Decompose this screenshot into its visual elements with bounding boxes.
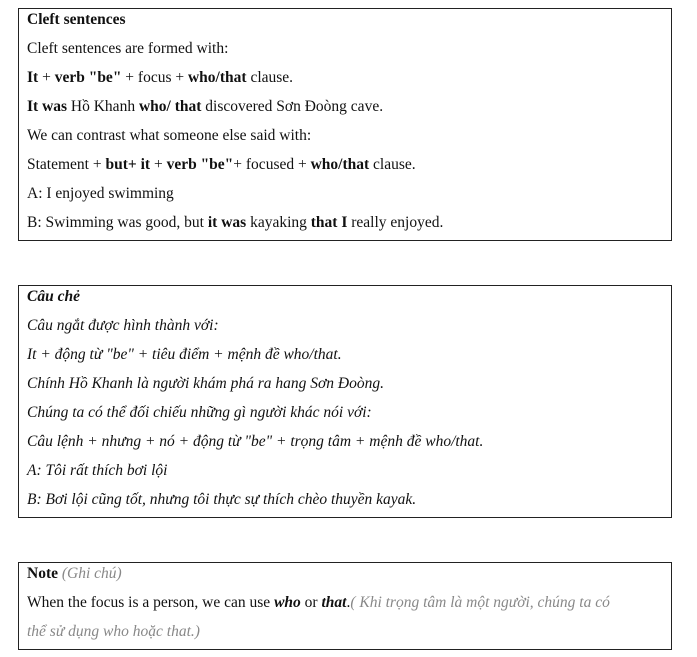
text-span: who/ that — [138, 98, 202, 115]
text-line: Cleft sentences are formed with: — [27, 40, 229, 57]
text-span: B: Swimming was good, but — [27, 214, 208, 231]
text-span: or — [300, 594, 322, 611]
text-span: discovered Sơn Đoòng cave. — [201, 98, 384, 115]
text-span: but+ it — [105, 156, 151, 173]
text-span: it was — [207, 214, 247, 231]
text-span: + focused + — [233, 156, 311, 173]
example-line — [27, 97, 663, 117]
text-span: When the focus is a person, we can use — [27, 594, 275, 611]
text-span: ( Khi trọng tâm là một người, chúng ta có — [350, 594, 610, 611]
example-line — [27, 213, 663, 233]
text-line: We can contrast what someone else said with: — [27, 127, 312, 144]
text-span: clause. — [369, 156, 416, 173]
text-span: . — [346, 594, 351, 611]
text-span: + focus + — [121, 69, 188, 86]
note-title — [27, 564, 663, 584]
example-line: A: I enjoyed swimming — [27, 185, 174, 202]
box-title: Câu chẻ — [27, 288, 80, 305]
text-span: + — [38, 69, 55, 86]
text-span: Statement + — [27, 156, 106, 173]
vietnamese-translation-box — [18, 285, 672, 518]
text-line: Câu ngắt được hình thành với: — [27, 317, 219, 334]
text-span: It — [27, 69, 39, 86]
formula-line: It + động từ "be" + tiêu điểm + mệnh đề who/that. — [27, 346, 342, 363]
formula-line: Câu lệnh + nhưng + nó + động từ "be" + trọng tâm + mệnh đề who/that. — [27, 433, 484, 450]
text-span: Note — [27, 565, 58, 582]
text-span: verb "be" — [54, 69, 122, 86]
note-line: thể sử dụng who hoặc that.) — [27, 623, 200, 640]
text-span: It was — [27, 98, 68, 115]
example-line: B: Bơi lội cũng tốt, nhưng tôi thực sự thích chèo thuyền kayak. — [27, 491, 417, 508]
text-span: who/that — [187, 69, 247, 86]
box-title: Cleft sentences — [27, 11, 126, 28]
text-span: + — [150, 156, 167, 173]
example-line: Chính Hồ Khanh là người khám phá ra hang Sơn Đoòng. — [27, 375, 384, 392]
text-line: Chúng ta có thể đối chiếu những gì người khác nói với: — [27, 404, 372, 421]
example-line: A: Tôi rất thích bơi lội — [27, 462, 168, 479]
text-span: really enjoyed. — [347, 214, 444, 231]
cleft-sentences-box — [18, 8, 672, 241]
text-span: verb "be" — [166, 156, 234, 173]
text-span: that I — [310, 214, 348, 231]
text-span: Hồ Khanh — [67, 98, 139, 115]
text-span: kayaking — [246, 214, 311, 231]
formula-line — [27, 155, 663, 175]
text-span: (Ghi chú) — [58, 565, 122, 582]
text-span: clause. — [246, 69, 294, 86]
text-span: that — [321, 594, 347, 611]
text-span: who — [274, 594, 301, 611]
note-box — [18, 562, 672, 650]
text-span: who/that — [310, 156, 370, 173]
note-line — [27, 593, 663, 613]
formula-line — [27, 68, 663, 88]
